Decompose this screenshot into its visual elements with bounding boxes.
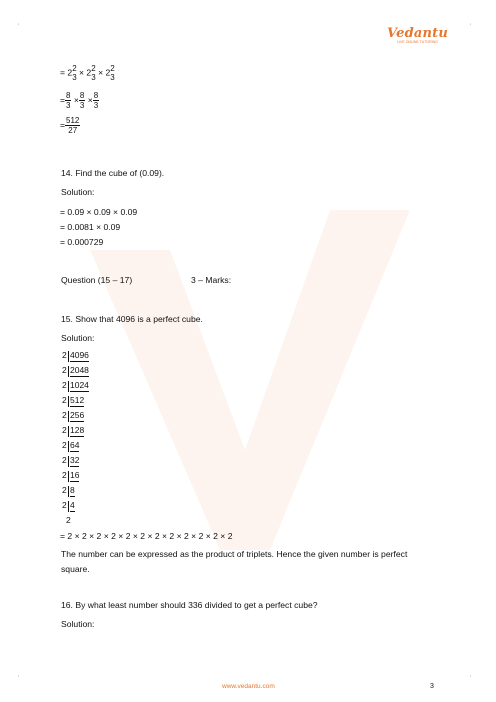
corner-mark: ' — [470, 676, 472, 682]
question-14: 14. Find the cube of (0.09). — [61, 168, 165, 178]
math-line: = 2 2 3 × 2 2 3 × 2 2 3 — [60, 64, 115, 82]
math-line: = 2 × 2 × 2 × 2 × 2 × 2 × 2 × 2 × 2 × 2 × 2 × 2 — [60, 531, 233, 541]
brand-logo — [387, 26, 448, 44]
question-15: 15. Show that 4096 is a perfect cube. — [61, 314, 203, 324]
corner-mark: ' — [470, 24, 472, 30]
question-16: 16. By what least number should 336 divided to get a perfect cube? — [61, 600, 318, 610]
math-line: = 0.000729 — [60, 237, 104, 247]
footer-url: www.vedantu.com — [222, 683, 275, 690]
math-line: = 0.09 × 0.09 × 0.09 — [60, 207, 138, 217]
page-number: 3 — [430, 683, 434, 690]
math-line: = $\frac{8}{3}$ × $\frac{8}{3}$ × $\frac{8}{3}$ — [60, 91, 99, 110]
document-page: Vedantu LIVE ONLINE TUTORING ' ' ' ' = 2 2 3 × 2 2 3 × 2 2 3 = $\frac{8}{3}$ × $\frac{8}{3}$ × $\frac{8}{3}$ = $\frac{512}{27}$ 14. Find the cube of (0.09). Solution: = 0.09 × 0.09 × 0.09 = 0.0081 × 0.09 = 0.000729 Question (15 – 17) 3 – Marks: 15. Show that 4096 is a perfect cube. Solution: 2 4096 2 2048 2 1024 2 512 2 256 2 128 2 64 2 32 2 16 2 8 2 4 2 = 2 × 2 × 2 × 2 × 2 × 2 × 2 × 2 × 2 × 2 × 2 × 2 The number can be expressed as the product of triplets. Hence the given number is perfect square. 16. By what least number should 336 divided to get a perfect cube? Solution: www.vedantu.com 3 — [18, 24, 472, 690]
section-marks: 3 – Marks: — [191, 275, 232, 285]
division-remainder: 2 — [66, 515, 71, 525]
solution-label: Solution: — [61, 333, 95, 343]
section-title: Question (15 – 17) — [61, 275, 133, 285]
conclusion-line-1: The number can be expressed as the product of triplets. Hence the given number is perfect — [61, 549, 408, 559]
corner-mark: ' — [18, 24, 20, 30]
corner-mark: ' — [18, 676, 20, 682]
solution-label: Solution: — [61, 187, 95, 197]
brand-logo-text: Vedantu — [387, 26, 448, 41]
solution-label: Solution: — [61, 619, 95, 629]
math-line: = 0.0081 × 0.09 — [60, 222, 121, 232]
conclusion-line-2: square. — [61, 564, 90, 574]
watermark-logo — [70, 170, 430, 590]
math-line: = $\frac{512}{27}$ — [60, 116, 80, 135]
brand-tagline: LIVE ONLINE TUTORING — [397, 40, 438, 44]
